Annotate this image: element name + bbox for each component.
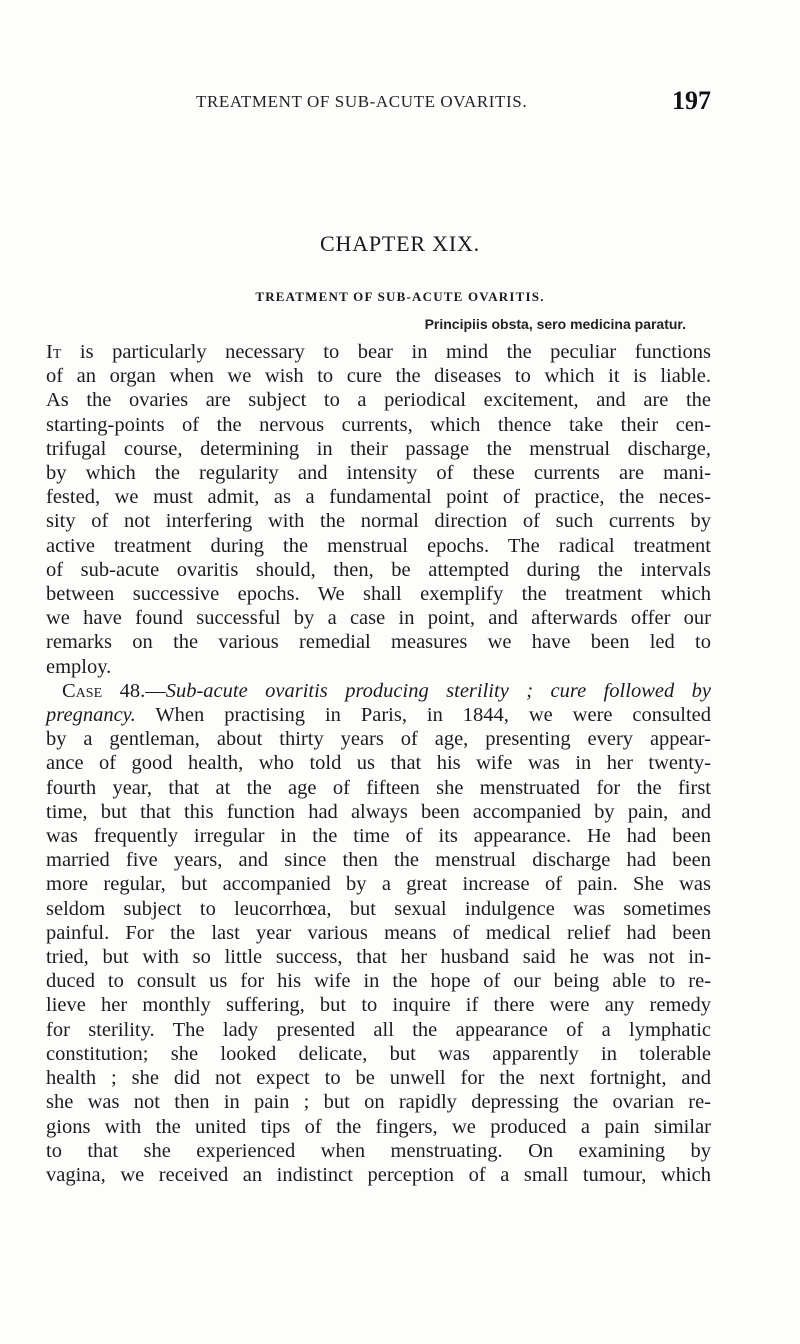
case-number: 48.— xyxy=(102,679,166,702)
text-line: tried, but with so little success, that her husband said he was not in- xyxy=(46,946,711,969)
text-line: trifugal course, determining in their passage the menstrual discharge, xyxy=(46,437,711,460)
text-line: active treatment during the menstrual epochs. The radical treatment xyxy=(46,534,711,557)
text-line: painful. For the last year various means of medical relief had been xyxy=(46,921,711,944)
text-line: ance of good health, who told us that his wife was in her twenty- xyxy=(46,752,711,775)
text-line: between successive epochs. We shall exemplify the treatment which xyxy=(46,583,711,606)
text-line: employ. xyxy=(46,655,112,678)
text-line: pregnancy. When practising in Paris, in 1844, we were consulted xyxy=(46,704,711,727)
text-line: of an organ when we wish to cure the diseases to which it is liable. xyxy=(46,365,711,388)
text-line: gions with the united tips of the fingers, we produced a pain similar xyxy=(46,1115,711,1138)
opening-word: It xyxy=(46,341,62,363)
text-line: more regular, but accompanied by a great increase of pain. She was xyxy=(46,873,711,896)
text-line: was frequently irregular in the time of its appearance. He had been xyxy=(46,825,711,848)
epigraph: Principiis obsta, sero medicina paratur. xyxy=(424,316,686,332)
text-line: seldom subject to leucorrhœa, but sexual indulgence was sometimes xyxy=(46,897,711,920)
text-line: time, but that this function had always been accompanied by pain, and xyxy=(46,800,711,823)
case-heading-line xyxy=(46,679,711,703)
case-title-cont: pregnancy. xyxy=(46,704,136,727)
running-head xyxy=(196,86,711,120)
page-number: 197 xyxy=(672,86,711,115)
text-line: lieve her monthly suffering, but to inquire if there were any remedy xyxy=(46,994,711,1017)
text-line: fested, we must admit, as a fundamental point of practice, the neces- xyxy=(46,486,711,509)
text-line: she was not then in pain ; but on rapidly depressing the ovarian re- xyxy=(46,1091,711,1114)
chapter-heading: CHAPTER XIX. xyxy=(320,231,480,256)
text-line: we have found successful by a case in point, and afterwards offer our xyxy=(46,607,711,630)
text-line: starting-points of the nervous currents, which thence take their cen- xyxy=(46,413,711,436)
text-line: fourth year, that at the age of fifteen she menstruated for the first xyxy=(46,776,711,799)
text-line: vagina, we received an indistinct perception of a small tumour, which xyxy=(46,1163,711,1186)
text-line: by a gentleman, about thirty years of age, presenting every appear- xyxy=(46,728,711,751)
text-line: for sterility. The lady presented all the appearance of a lymphatic xyxy=(46,1018,711,1041)
case-paragraph xyxy=(46,679,711,1187)
running-head-title: TREATMENT OF SUB-ACUTE OVARITIS. xyxy=(196,92,528,111)
text-line: As the ovaries are subject to a periodical excitement, and are the xyxy=(46,389,711,412)
text-line: by which the regularity and intensity of these currents are mani- xyxy=(46,462,711,485)
text-line: duced to consult us for his wife in the hope of our being able to re- xyxy=(46,970,711,993)
text-line: It is particularly necessary to bear in mind the peculiar functions xyxy=(46,341,711,363)
text-line: constitution; she looked delicate, but was apparently in tolerable xyxy=(46,1042,711,1065)
case-title: Sub-acute ovaritis producing sterility ; cure followed by xyxy=(165,679,712,702)
text-line: sity of not interfering with the normal direction of such currents by xyxy=(46,510,711,533)
chapter-title: TREATMENT OF SUB-ACUTE OVARITIS. xyxy=(255,289,545,304)
body-text xyxy=(46,340,711,1187)
text-line: to that she experienced when menstruating. On examining by xyxy=(46,1139,711,1162)
text-line: married five years, and since then the menstrual discharge had been xyxy=(46,849,711,872)
text-line: remarks on the various remedial measures we have been led to xyxy=(46,631,711,654)
case-label: Case xyxy=(62,679,103,702)
paragraph-1 xyxy=(46,340,711,679)
text-line: of sub-acute ovaritis should, then, be attempted during the intervals xyxy=(46,558,711,581)
text-line: health ; she did not expect to be unwell for the next fortnight, and xyxy=(46,1067,711,1090)
